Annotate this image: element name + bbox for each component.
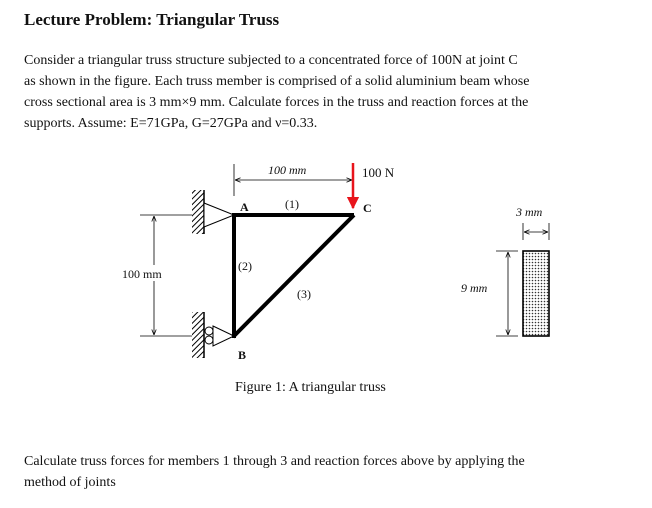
dim-top-label: 100 mm — [268, 163, 307, 177]
joint-c-label: C — [363, 201, 372, 215]
dim-left-label: 100 mm — [122, 267, 162, 281]
joint-b-label: B — [238, 348, 247, 362]
section-height-label: 9 mm — [461, 281, 488, 295]
member-2-label: (2) — [238, 259, 252, 273]
wall-support-bottom — [192, 312, 234, 358]
member-3-label: (3) — [297, 287, 311, 301]
figure-caption: Figure 1: A triangular truss — [235, 380, 386, 395]
force-label: 100 N — [362, 165, 395, 180]
joint-a-label: A — [240, 200, 249, 214]
member-1-label: (1) — [285, 197, 299, 211]
task-statement — [24, 451, 636, 493]
task-line: method of joints — [24, 475, 116, 490]
truss-members — [232, 213, 354, 338]
cross-section — [461, 205, 549, 336]
left-dimension — [120, 215, 192, 336]
task-line: Calculate truss forces for members 1 through 3 and reaction forces above by applying the — [24, 454, 525, 469]
top-dimension — [234, 163, 353, 196]
problem-line: supports. Assume: E=71GPa, G=27GPa and ν=0.33. — [24, 116, 318, 131]
lecture-title: Lecture Problem: Triangular Truss — [24, 10, 280, 29]
section-width-label: 3 mm — [516, 205, 543, 219]
force-arrow — [353, 163, 395, 208]
problem-line: Consider a triangular truss structure subjected to a concentrated force of 100N at joint C — [24, 53, 518, 68]
wall-support-top — [192, 190, 234, 234]
beam-section — [523, 251, 549, 336]
member-3 — [233, 215, 354, 337]
problem-line: as shown in the figure. Each truss member is comprised of a solid aluminium beam whose — [24, 74, 530, 89]
problem-line: cross sectional area is 3 mm×9 mm. Calculate forces in the truss and reaction forces at the — [24, 95, 529, 110]
